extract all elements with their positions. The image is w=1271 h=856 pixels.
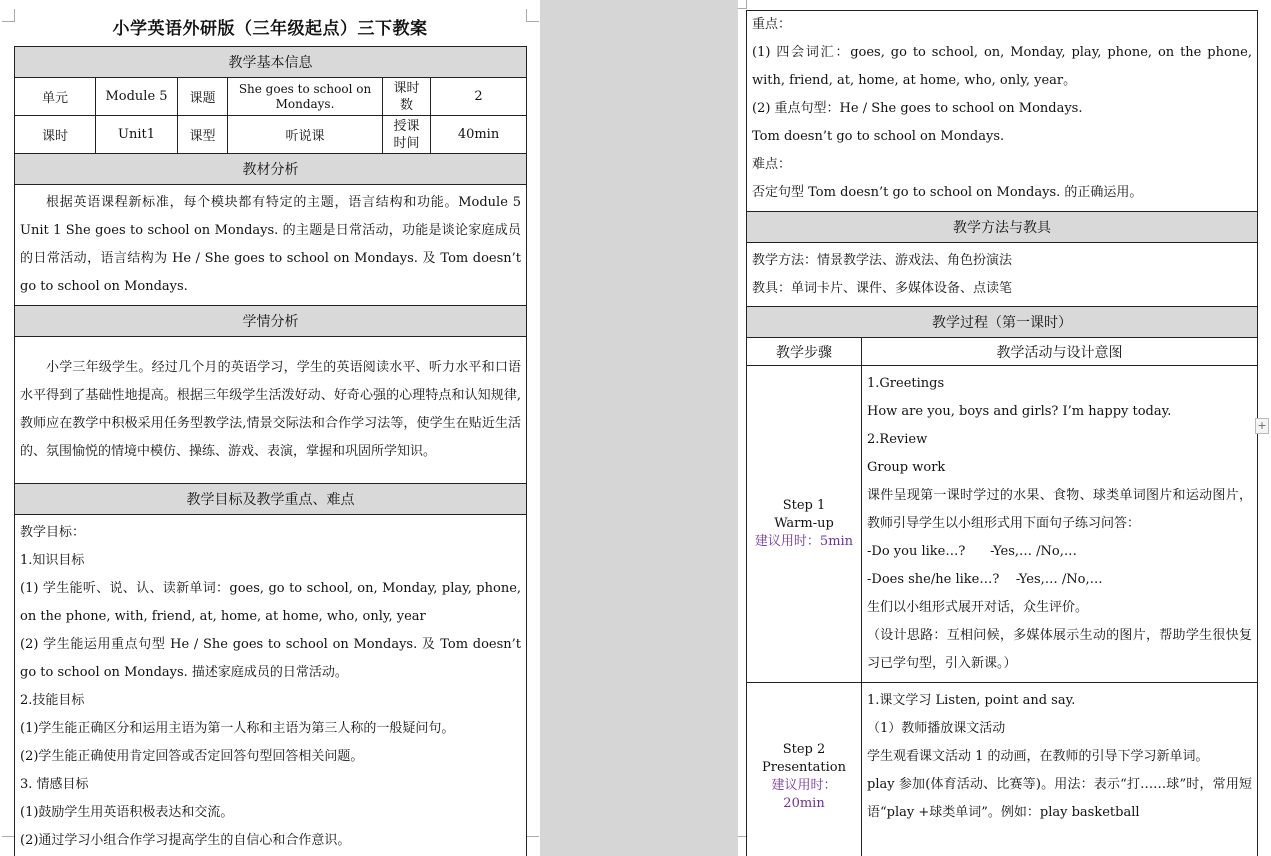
step1-line: Group work — [867, 460, 946, 475]
col-activities-header: 教学活动与设计意图 — [862, 338, 1258, 366]
step2-name: Step 2 — [782, 742, 826, 757]
document-title: 小学英语外研版（三年级起点）三下教案 — [112, 19, 428, 39]
methods-line: 教学方法：情景教学法、游戏法、角色扮演法 — [752, 253, 1013, 268]
goals-line: 1.知识目标 — [20, 553, 85, 568]
document-page-right — [738, 0, 1271, 856]
focus-line: 难点： — [752, 157, 792, 172]
step1-line: 生们以小组形式展开对话，众生评价。 — [867, 600, 1089, 615]
focus-line: 否定句型 Tom doesn’t go to school on Mondays. 的正确运用。 — [752, 185, 1143, 200]
step1-cell — [747, 366, 862, 683]
teaching-process-table — [746, 306, 1258, 856]
cell-module: Module 5 — [96, 78, 178, 116]
step2-line: play 参加(体育活动、比赛等)。用法：表示“打……球”时，常用短语“play +球类单词”。例如：play basketball — [867, 777, 1252, 820]
goals-line: (1) 学生能听、说、认、读新单词：goes, go to school, on, Monday, play, phone, on the phone, with, friend, at, home, at home, who, only, year — [20, 581, 522, 624]
col-steps-header: 教学步骤 — [747, 338, 862, 366]
cell-topic: She goes to school on Mondays. — [228, 78, 383, 116]
goals-line: 2.技能目标 — [20, 693, 85, 708]
cell-periods: 2 — [431, 78, 527, 116]
cell-unit: Unit1 — [96, 116, 178, 154]
goals-line: 3. 情感目标 — [20, 777, 89, 792]
step2-cell — [747, 683, 862, 856]
student-analysis-text: 小学三年级学生。经过几个月的英语学习，学生的英语阅读水平、听力水平和口语水平得到了基础性地提高。根据三年级学生活泼好动、好奇心强的心理特点和认知规律, 教师应在教学中积极采用任务型教学法,情景交际法和合作学习法等，使学生在贴近生活的、氛围愉悦的情境中模仿、操练、游戏、表演，掌握和巩固所学知识。 — [20, 360, 522, 459]
step2-line: 1.课文学习 Listen, point and say. — [867, 693, 1076, 708]
step1-line: 1.Greetings — [867, 376, 945, 391]
lesson-plan-table-continued — [746, 10, 1258, 310]
cell-duration: 40min — [431, 116, 527, 154]
material-analysis-header: 教材分析 — [15, 154, 527, 185]
step1-line: 2.Review — [867, 432, 928, 447]
student-analysis-header: 学情分析 — [15, 306, 527, 337]
goals-header: 教学目标及教学重点、难点 — [15, 484, 527, 515]
cell-duration-label: 授课时间 — [383, 116, 431, 154]
focus-line: Tom doesn’t go to school on Mondays. — [752, 129, 1005, 144]
material-analysis-text: 根据英语课程新标准，每个模块都有特定的主题，语言结构和功能。Module 5 Unit 1 She goes to school on Mondays. 的主题是日常活动，功能是谈论家庭成员的日常活动，语言结构为 He / She goes to school on Mondays. 及 Tom doesn’t go to school on Mondays. — [20, 195, 522, 294]
document-page-left — [0, 0, 540, 856]
step1-line: 课件呈现第一课时学过的水果、食物、球类单词图片和运动图片，教师引导学生以小组形式用下面句子练习问答： — [867, 488, 1252, 531]
cell-periods-label: 课时数 — [383, 78, 431, 116]
step1-line: -Does she/he like…? -Yes,… /No,… — [867, 572, 1103, 587]
methods-line: 教具：单词卡片、课件、多媒体设备、点读笔 — [752, 281, 1013, 296]
step1-time: 建议用时：5min — [754, 534, 854, 549]
goals-line: 教学目标： — [20, 525, 86, 540]
goals-line: (2)学生能正确使用肯定回答或否定回答句型回答相关问题。 — [20, 749, 364, 764]
step1-line: How are you, boys and girls? I’m happy today. — [867, 404, 1172, 419]
cell-lesson-label: 课时 — [15, 116, 96, 154]
crop-mark — [738, 0, 747, 9]
step2-line: （1）教师播放课文活动 — [867, 721, 1006, 736]
lesson-plan-table — [14, 46, 527, 856]
cell-type-label: 课型 — [178, 116, 228, 154]
focus-line: 重点： — [752, 17, 792, 32]
cell-unit-label: 单元 — [15, 78, 96, 116]
process-header: 教学过程（第一课时） — [747, 307, 1258, 338]
step2-time: 建议用时：20min — [771, 778, 837, 811]
step1-sub: Warm-up — [774, 516, 834, 531]
focus-line: (1) 四会词汇：goes, go to school, on, Monday, play, phone, on the phone, with, friend, at, home, at home, who, only, year。 — [752, 45, 1253, 88]
step2-line: 学生观看课文活动 1 的动画，在教师的引导下学习新单词。 — [867, 749, 1209, 764]
crop-mark — [526, 836, 539, 849]
step1-name: Step 1 — [782, 498, 826, 513]
step1-line: （设计思路：互相问候，多媒体展示生动的图片，帮助学生很快复习已学句型，引入新课。） — [867, 628, 1252, 671]
goals-line: (1)鼓励学生用英语积极表达和交流。 — [20, 805, 234, 820]
step1-line: -Do you like…? -Yes,… /No,… — [867, 544, 1077, 559]
focus-line: (2) 重点句型：He / She goes to school on Mondays. — [752, 101, 1083, 116]
cell-type: 听说课 — [228, 116, 383, 154]
goals-line: (1)学生能正确区分和运用主语为第一人称和主语为第三人称的一般疑问句。 — [20, 721, 455, 736]
methods-header: 教学方法与教具 — [747, 212, 1258, 243]
goals-line: (2) 学生能运用重点句型 He / She goes to school on Mondays. 及 Tom doesn’t go to school on Mondays. 描述家庭成员的日常活动。 — [20, 637, 522, 680]
step2-sub: Presentation — [762, 760, 846, 775]
cell-topic-label: 课题 — [178, 78, 228, 116]
goals-line: (2)通过学习小组合作学习提高学生的自信心和合作意识。 — [20, 833, 351, 848]
basic-info-header: 教学基本信息 — [15, 47, 527, 78]
expand-plus-button[interactable]: + — [1255, 418, 1269, 434]
crop-mark — [526, 9, 539, 22]
